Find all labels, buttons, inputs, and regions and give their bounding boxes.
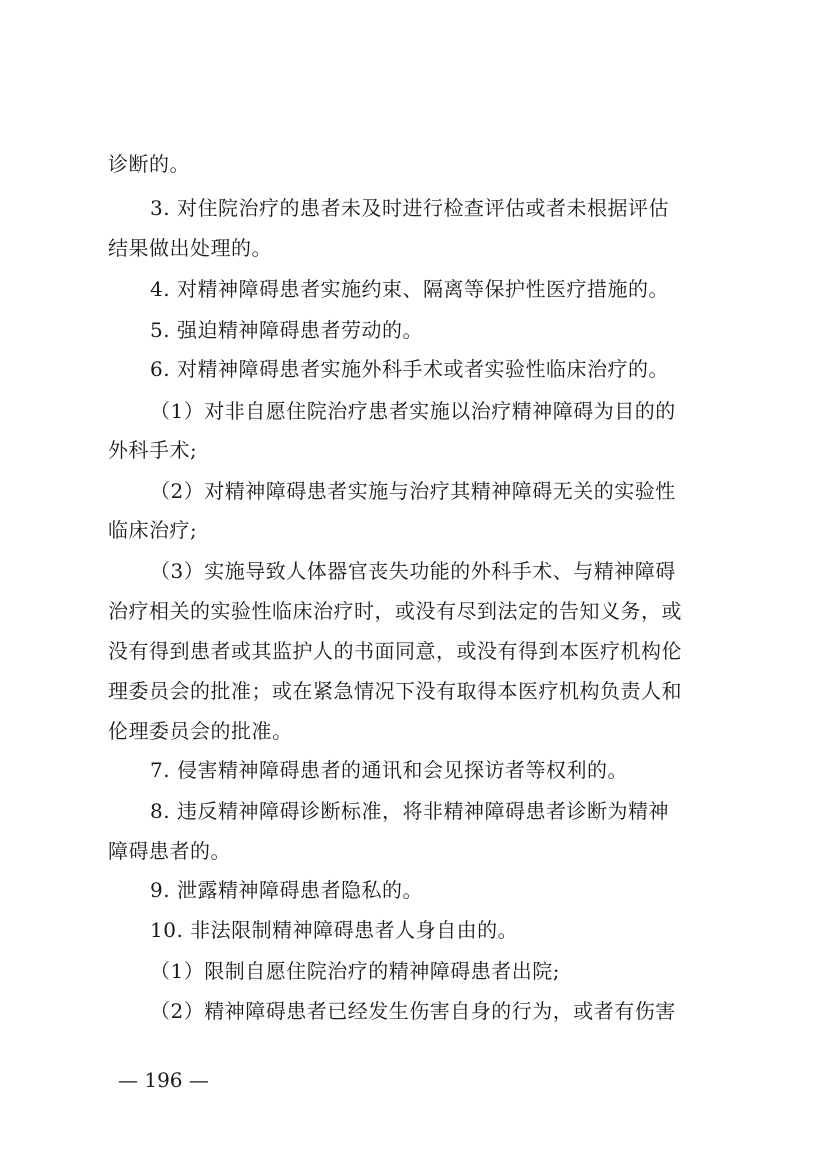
text-line: （2）对精神障碍患者实施与治疗其精神障碍无关的实验性 (150, 479, 676, 503)
text-line: 3. 对住院治疗的患者未及时进行检查评估或者未根据评估 (150, 196, 669, 220)
text-line: （2）精神障碍患者已经发生伤害自身的行为，或者有伤害 (150, 999, 676, 1023)
text-line: 8. 违反精神障碍诊断标准，将非精神障碍患者诊断为精神 (150, 799, 669, 823)
text-line: 7. 侵害精神障碍患者的通讯和会见探访者等权利的。 (150, 758, 628, 782)
text-line: 治疗相关的实验性临床治疗时，或没有尽到法定的告知义务，或 (108, 599, 682, 623)
text-line: 结果做出处理的。 (108, 236, 272, 260)
text-line: 9. 泄露精神障碍患者隐私的。 (150, 878, 423, 902)
text-line: 没有得到患者或其监护人的书面同意，或没有得到本医疗机构伦 (108, 639, 682, 663)
text-line: 4. 对精神障碍患者实施约束、隔离等保护性医疗措施的。 (150, 277, 669, 301)
text-line: 10. 非法限制精神障碍患者人身自由的。 (150, 918, 519, 942)
page-number: — 196 — (118, 1068, 209, 1092)
text-line: 伦理委员会的批准。 (108, 719, 293, 743)
text-line: 5. 强迫精神障碍患者劳动的。 (150, 318, 423, 342)
text-line: 临床治疗; (108, 518, 198, 542)
text-line: （1）对非自愿住院治疗患者实施以治疗精神障碍为目的的 (150, 399, 676, 423)
text-line: 障碍患者的。 (108, 839, 231, 863)
text-line: 诊断的。 (108, 152, 190, 176)
text-line: （3）实施导致人体器官丧失功能的外科手术、与精神障碍 (150, 559, 676, 583)
text-line: 外科手术; (108, 438, 198, 462)
text-line: 理委员会的批准；或在紧急情况下没有取得本医疗机构负责人和 (108, 679, 682, 703)
text-line: 6. 对精神障碍患者实施外科手术或者实验性临床治疗的。 (150, 357, 669, 381)
text-line: （1）限制自愿住院治疗的精神障碍患者出院; (150, 959, 560, 983)
